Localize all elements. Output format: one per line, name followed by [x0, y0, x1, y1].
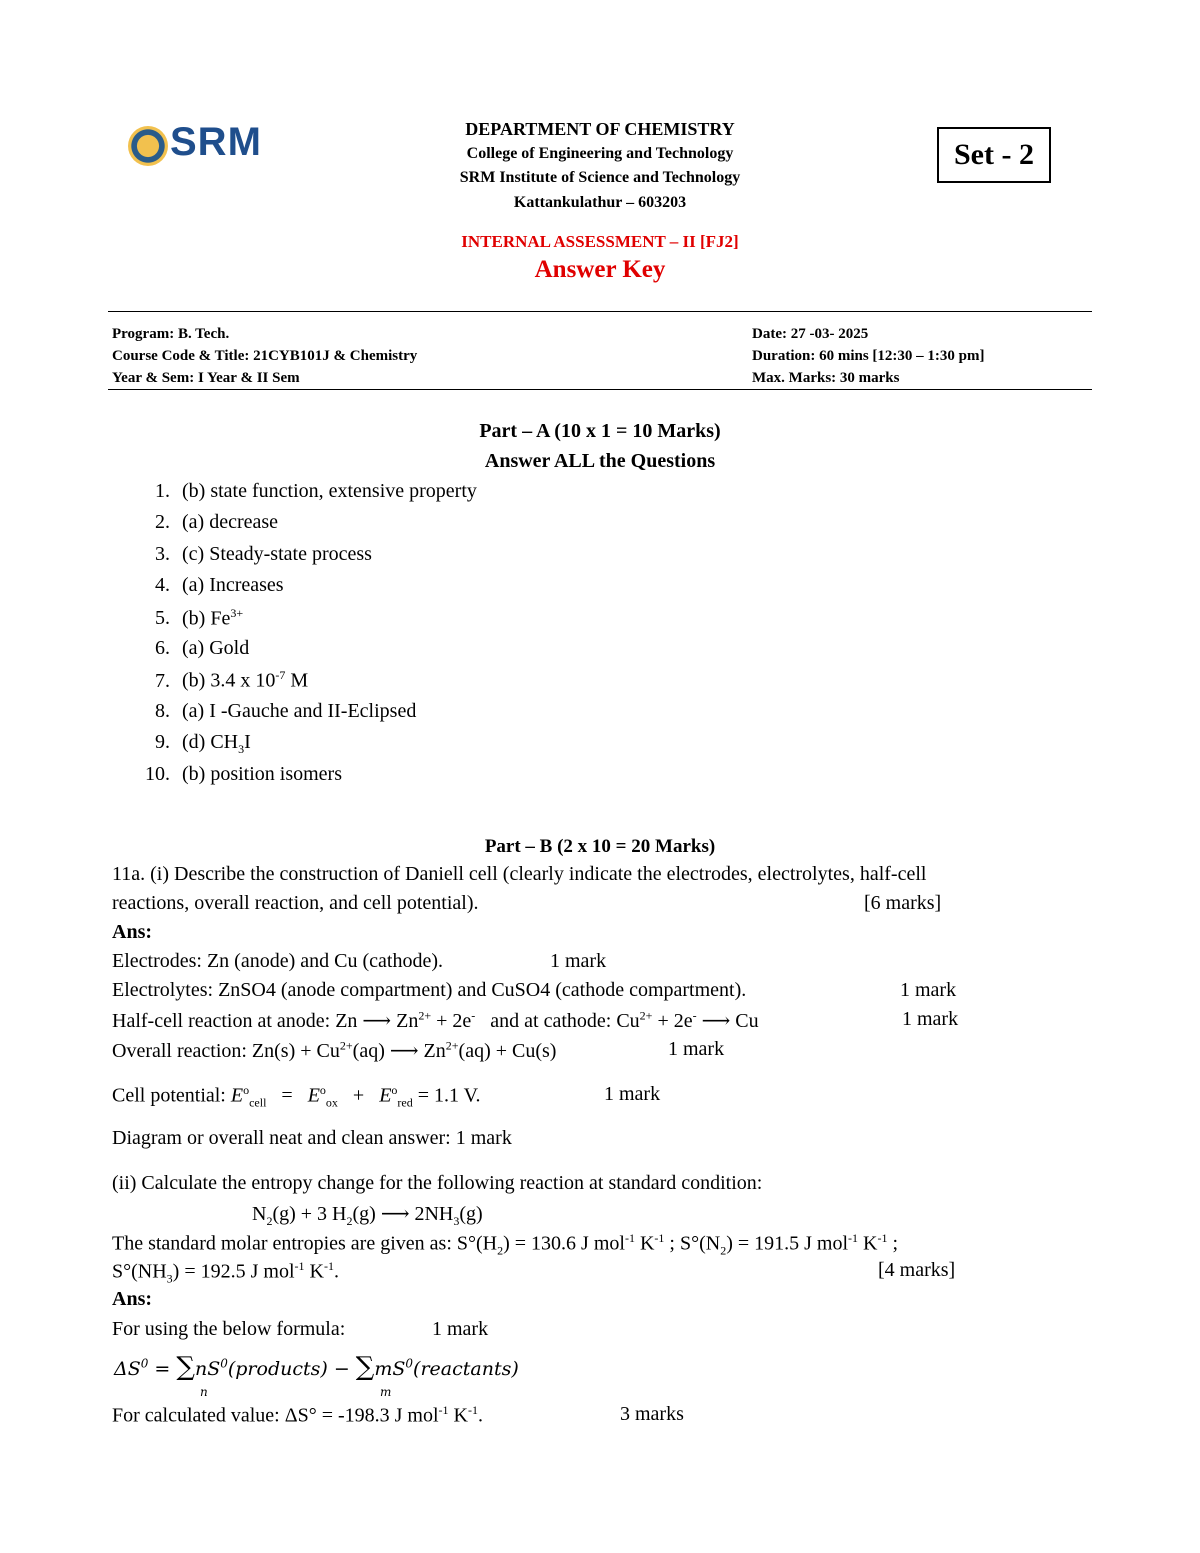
- half-cell-mark: 1 mark: [902, 1008, 959, 1030]
- answer-text: (a) Increases: [182, 574, 284, 597]
- assessment-title: INTERNAL ASSESSMENT – II [FJ2]: [461, 232, 739, 251]
- formula-label: For using the below formula:: [112, 1318, 346, 1340]
- electrodes-text: Electrodes: Zn (anode) and Cu (cathode).: [112, 950, 443, 972]
- sum-index-n: n: [200, 1385, 208, 1399]
- srm-logo: [128, 122, 268, 178]
- cell-potential: Cell potential: $E^o_{cell}$ = $E^o_{ox}$ + $E^o_{red} = 1.1$ V.: [112, 1083, 481, 1110]
- answer-number: 9.: [155, 731, 170, 754]
- duration-info: Duration: 60 mins [12:30 – 1:30 pm]: [752, 348, 985, 364]
- answer-number: 4.: [155, 574, 170, 597]
- ans-label-1: Ans:: [112, 921, 153, 943]
- logo-emblem-icon: [128, 126, 168, 166]
- answer-text: (a) decrease: [182, 511, 279, 534]
- institute-name: SRM Institute of Science and Technology: [459, 169, 741, 186]
- q11a-line1: 11a. (i) Describe the construction of Daniell cell (clearly indicate the electrodes, electrolytes, half-cell: [112, 863, 927, 885]
- answer-text: (b) 3.4 x 10: [182, 670, 276, 693]
- answer-number: 6.: [155, 637, 170, 659]
- ans-label-2: Ans:: [112, 1288, 153, 1310]
- answer-item: [140, 700, 416, 723]
- answer-text: (a) Gold: [182, 637, 250, 659]
- molar-entropy-line1: The standard molar entropies are given as: $S^\circ(H_2) = 130.6$ J mol$^{-1}$ $K^{-1}$ ; $S^\circ(N_2) = 191.5$ J mol$^{-1}$ $K^{-1}$ ;: [112, 1231, 899, 1258]
- answer-text: (b) state function, extensive property: [182, 480, 477, 502]
- logo-text: SRM: [170, 120, 262, 164]
- part-a-title: Part – A (10 x 1 = 10 Marks): [479, 420, 721, 442]
- sum-index-m: m: [380, 1385, 392, 1399]
- molar-entropy-line2: $S^\circ(NH_3) = 192.5$ J mol$^{-1}$ $K^{-1}$.: [112, 1259, 339, 1286]
- answer-number: 5.: [155, 607, 170, 630]
- answer-item: [140, 543, 372, 566]
- answer-number: 8.: [155, 699, 170, 722]
- set-label: Set - 2: [937, 127, 1051, 183]
- answer-text: (b) Fe: [182, 607, 231, 630]
- answer-item: [140, 480, 477, 503]
- part-a-subtitle: Answer ALL the Questions: [484, 450, 716, 472]
- divider-top: [108, 311, 1092, 312]
- cell-potential-mark: 1 mark: [604, 1083, 661, 1105]
- answer-text: (b) position isomers: [182, 762, 342, 785]
- answer-item: 5. (b) $Fe^{3+}$: [140, 606, 243, 631]
- answer-item: [140, 574, 284, 597]
- location: Kattankulathur – 603203: [513, 194, 687, 211]
- answer-item: [140, 511, 278, 534]
- formula-mark: 1 mark: [432, 1318, 489, 1340]
- overall-reaction: Overall reaction: $Zn(s) + Cu^{2+}(aq)$ ⟶ $Zn^{2+}(aq) + Cu(s)$: [112, 1038, 557, 1062]
- sum-icon: ∑: [176, 1352, 195, 1382]
- college-name: College of Engineering and Technology: [466, 145, 734, 162]
- electrodes-mark: 1 mark: [550, 950, 607, 972]
- sum-icon-2: ∑: [355, 1352, 375, 1382]
- answer-number: 3.: [155, 542, 170, 565]
- answer-number: 1.: [155, 480, 170, 502]
- answer-number: 2.: [155, 511, 170, 534]
- department-title: DEPARTMENT OF CHEMISTRY: [465, 119, 735, 139]
- calculated-value: For calculated value: ΔS° = -198.3 J mol$^{-1}$ $K^{-1}$.: [112, 1403, 483, 1427]
- answer-item: 7. (b) 3.4 x $10^{-7}$ M: [140, 668, 308, 693]
- part-b-title: Part – B (2 x 10 = 20 Marks): [484, 836, 716, 857]
- q11a-line2: reactions, overall reaction, and cell potential).: [112, 892, 479, 914]
- course-info: Course Code & Title: 21CYB101J & Chemistry: [112, 348, 418, 364]
- date-info: Date: 27 -03- 2025: [752, 326, 869, 342]
- answer-item: [140, 637, 249, 660]
- answer-item: 9. (d) $CH_3I$: [140, 731, 251, 757]
- calculated-marks: 3 marks: [620, 1403, 684, 1425]
- answer-number: 10.: [145, 762, 170, 785]
- overall-mark: 1 mark: [668, 1038, 725, 1060]
- electrolytes-text: Electrolytes: ZnSO4 (anode compartment) and CuSO4 (cathode compartment).: [112, 979, 747, 1001]
- answer-key-title: Answer Key: [534, 256, 666, 283]
- divider-bottom: [108, 389, 1092, 390]
- answer-text: (c) Steady-state process: [182, 542, 372, 565]
- program-info: Program: B. Tech.: [112, 326, 230, 342]
- year-sem-info: Year & Sem: I Year & II Sem: [112, 370, 300, 386]
- max-marks-info: Max. Marks: 30 marks: [752, 370, 900, 386]
- electrolytes-mark: 1 mark: [900, 979, 957, 1001]
- half-cell-reaction: Half-cell reaction at anode: Zn ⟶ $Zn^{2+} + 2e^-$ and at cathode: $Cu^{2+} + 2e^-$ ⟶ Cu: [112, 1008, 759, 1032]
- reaction-equation: $N_2(g) + 3$ $H_2(g)$ ⟶ $2NH_3(g)$: [252, 1203, 483, 1228]
- q-ii-marks: [4 marks]: [878, 1259, 956, 1281]
- answer-item: [140, 763, 342, 786]
- diagram-note: Diagram or overall neat and clean answer: 1 mark: [112, 1127, 512, 1149]
- question-ii: (ii) Calculate the entropy change for the following reaction at standard condition:: [112, 1172, 763, 1194]
- answer-text: (d) CH: [182, 731, 239, 754]
- answer-text: (a) I -Gauche and II-Eclipsed: [182, 699, 417, 722]
- entropy-formula: $\Delta S^0$ = $\sum nS^0(products)$ − $\sum mS^0(reactants)$: [114, 1352, 519, 1382]
- q11a-marks: [6 marks]: [864, 892, 942, 914]
- answer-number: 7.: [155, 670, 170, 693]
